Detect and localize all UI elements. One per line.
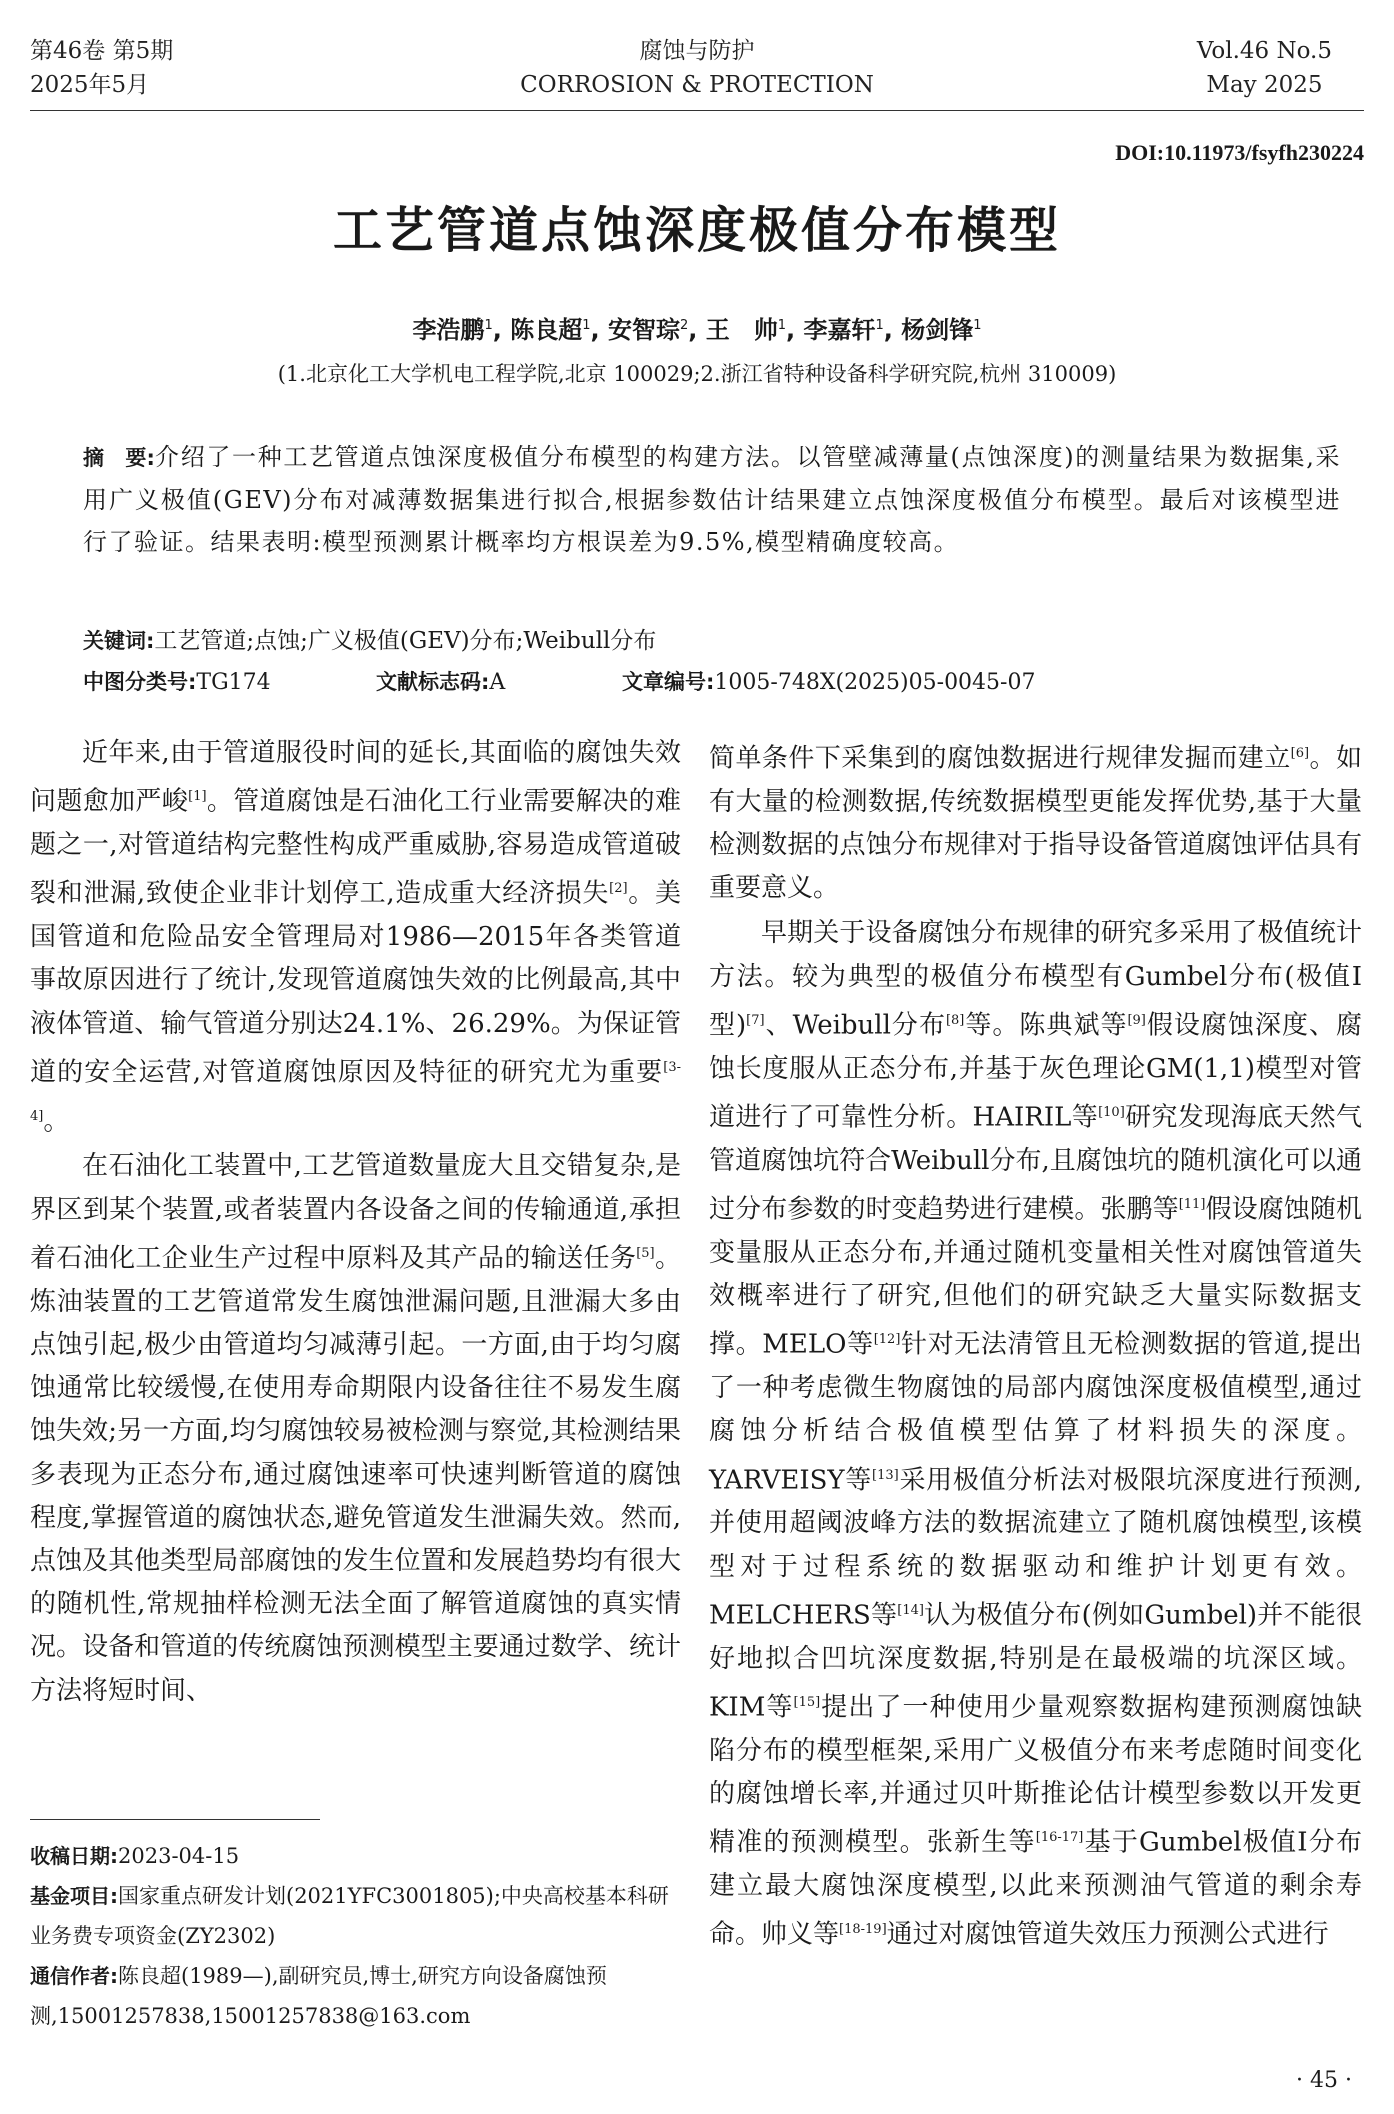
received-date: 收稿日期:2023-04-15	[30, 1844, 240, 1868]
body-text: 基于Gumbel极值Ⅰ分布建立最大腐蚀深度模型,以此来预测油气管道的剩余寿命。帅义等	[709, 1827, 1362, 1950]
body-text: 。炼油装置的工艺管道常发生腐蚀泄漏问题,且泄漏大多由点蚀引起,极少由管道均匀减薄引起。一方面,由于均匀腐蚀通常比较缓慢,在使用寿命期限内设备往往不易发生腐蚀失效;另一方面,均匀腐蚀较易被检测与察觉,其检测结果多表现为正态分布,通过腐蚀速率可快速判断管道的腐蚀程度,掌握管道的腐蚀状态,避免管道发生泄漏失效。然而,点蚀及其他类型局部腐蚀的发生位置和发展趋势均有很大的随机性,常规抽样检测无法全面了解管道腐蚀的真实情况。设备和管道的传统腐蚀预测模型主要通过数学、统计方法将短时间、	[30, 1243, 681, 1706]
body-text: 等。陈典斌等	[964, 1010, 1128, 1041]
citation-ref: [6]	[1290, 746, 1310, 761]
header-divider	[30, 110, 1364, 111]
journal-title-en: CORROSION & PROTECTION	[520, 72, 874, 98]
body-text: 。	[43, 1106, 70, 1137]
affiliations: (1.北京化工大学机电工程学院,北京 100029;2.浙江省特种设备科学研究院,杭州 310009)	[277, 362, 1117, 386]
citation-ref: [1]	[188, 789, 207, 805]
body-text: 简单条件下采集到的腐蚀数据进行规律发掘而建立	[709, 743, 1291, 774]
body-text: 针对无法清管且无检测数据的管道,提出了一种考虑微生物腐蚀的局部内腐蚀深度极值模型,通过腐蚀分析结合极值模型估算了材料损失的深度。YARVEISY等	[709, 1329, 1362, 1496]
citation-ref: [14]	[897, 1602, 924, 1618]
keywords-text: 工艺管道;点蚀;广义极值(GEV)分布;Weibull分布	[154, 628, 657, 654]
author: 杨剑锋$^1$	[901, 316, 982, 344]
citation-ref: [11]	[1178, 1197, 1206, 1212]
body-paragraph	[30, 732, 681, 1143]
body-text: 。美国管道和危险品安全管理局对1986—2015年各类管道事故原因进行了统计,发现管道腐蚀失效的比例最高,其中液体管道、输气管道分别达24.1%、26.29%。为保证管道的安全运营,对管道腐蚀原因及特征的研究尤为重要	[30, 878, 681, 1088]
body-text: 。管道腐蚀是石油化工行业需要解决的难题之一,对管道结构完整性构成严重威胁,容易造成管道破裂和泄漏,致使企业非计划停工,造成重大经济损失	[30, 786, 681, 909]
citation-ref: [5]	[636, 1245, 655, 1261]
corresponding-author: 通信作者:陈良超(1989—),副研究员,博士,研究方向设备腐蚀预测,15001257838,15001257838@163.com	[30, 1964, 607, 2028]
body-text: 提出了一种使用少量观察数据构建预测腐蚀缺陷分布的模型框架,采用广义极值分布来考虑随时间变化的腐蚀增长率,并通过贝叶斯推论估计模型参数以开发更精准的预测模型。张新生等	[709, 1692, 1362, 1858]
citation-ref: [9]	[1127, 1012, 1146, 1028]
journal-volume-issue-en	[1197, 34, 1332, 102]
citation-ref: [10]	[1098, 1104, 1125, 1120]
citation-ref: [7]	[746, 1012, 765, 1028]
publication-date-en-text: May 2025	[1206, 72, 1323, 98]
body-column-left	[30, 732, 681, 1713]
journal-title-zh: 腐蚀与防护	[639, 38, 755, 64]
body-text: 在石油化工装置中,工艺管道数量庞大且交错复杂,是界区到某个装置,或者装置内各设备之间的传输通道,承担着石油化工企业生产过程中原料及其产品的输送任务	[30, 1151, 681, 1274]
page-number: · 45 ·	[1296, 2068, 1352, 2093]
author: 李浩鹏$^1$,	[412, 316, 502, 344]
body-text: 通过对腐蚀管道失效压力预测公式进行	[886, 1919, 1329, 1950]
body-text: 采用极值分析法对极限坑深度进行预测,并使用超阈波峰方法的数据流建立了随机腐蚀模型,该模型对于过程系统的数据驱动和维护计划更有效。MELCHERS等	[709, 1465, 1363, 1631]
citation-ref: [18-19]	[839, 1922, 887, 1938]
keywords	[83, 622, 656, 655]
author: 李嘉轩$^1$,	[803, 316, 893, 344]
keywords-label: 关键词:	[83, 629, 155, 653]
abstract	[83, 436, 1341, 563]
citation-ref: [12]	[873, 1332, 901, 1348]
body-text: 假设腐蚀深度、腐蚀长度服从正态分布,并基于灰色理论GM(1,1)模型对管道进行了可靠性分析。HAIRIL等	[709, 1010, 1362, 1133]
body-text: 研究发现海底天然气管道腐蚀坑符合Weibull分布,且腐蚀坑的随机演化可以通过分布参数的时变趋势进行建模。张鹏等	[709, 1102, 1362, 1225]
article-number: 文章编号:1005-748X(2025)05-0045-07	[622, 670, 1036, 695]
author: 陈良超$^1$,	[510, 316, 600, 344]
abstract-text: 介绍了一种工艺管道点蚀深度极值分布模型的构建方法。以管壁减薄量(点蚀深度)的测量结果为数据集,采用广义极值(GEV)分布对减薄数据集进行拟合,根据参数估计结果建立点蚀深度极值分布模型。最后对该模型进行了验证。结果表明:模型预测累计概率均方根误差为9.5%,模型精确度较高。	[83, 443, 1341, 556]
volume-issue-text: 第46卷 第5期	[30, 38, 174, 64]
body-text: 。如有大量的检测数据,传统数据模型更能发挥优势,基于大量检测数据的点蚀分布规律对于指导设备管道腐蚀评估具有重要意义。	[709, 743, 1362, 904]
journal-title	[0, 34, 1394, 102]
funding: 基金项目:国家重点研发计划(2021YFC3001805);中央高校基本科研业务费专项资金(ZY2302)	[30, 1884, 669, 1948]
body-paragraph	[709, 732, 1362, 910]
volume-issue-en-text: Vol.46 No.5	[1196, 38, 1332, 64]
clc-number: 中图分类号:TG174	[83, 670, 271, 695]
citation-ref: [2]	[609, 881, 628, 897]
body-paragraph	[30, 1145, 681, 1712]
paper-title: 工艺管道点蚀深度极值分布模型	[332, 202, 1061, 259]
footnotes	[30, 1836, 681, 2036]
citation-ref: [13]	[872, 1467, 899, 1483]
body-text: 、Weibull分布	[764, 1010, 946, 1041]
author: 安智琮$^2$,	[607, 316, 698, 344]
publication-date-text: 2025年5月	[30, 72, 150, 98]
citation-ref: [3-4]	[30, 1059, 681, 1124]
body-text: 近年来,由于管道服役时间的延长,其面临的腐蚀失效问题愈加严峻	[30, 738, 681, 817]
author-list	[0, 310, 1394, 345]
footnote-divider	[30, 1819, 320, 1820]
body-paragraph	[709, 912, 1362, 1957]
abstract-label: 摘 要:	[83, 446, 155, 470]
doi: DOI:10.11973/fsyfh230224	[1115, 140, 1364, 165]
citation-ref: [15]	[793, 1694, 821, 1710]
body-text: 假设腐蚀随机变量服从正态分布,并通过随机变量相关性对腐蚀管道失效概率进行了研究,但他们的研究缺乏大量实际数据支撑。MELO等	[709, 1194, 1362, 1360]
citation-ref: [16-17]	[1035, 1830, 1084, 1846]
citation-ref: [8]	[945, 1012, 965, 1028]
body-column-right	[709, 732, 1362, 1957]
document-code: 文献标志码:A	[376, 670, 506, 695]
author: 王 帅$^1$,	[705, 316, 796, 344]
body-text: 早期关于设备腐蚀分布规律的研究多采用了极值统计方法。较为典型的极值分布模型有Gumbel分布(极值Ⅰ型)	[709, 918, 1362, 1041]
body-text: 认为极值分布(例如Gumbel)并不能很好地拟合凹坑深度数据,特别是在最极端的坑深区域。KIM等	[709, 1600, 1362, 1723]
